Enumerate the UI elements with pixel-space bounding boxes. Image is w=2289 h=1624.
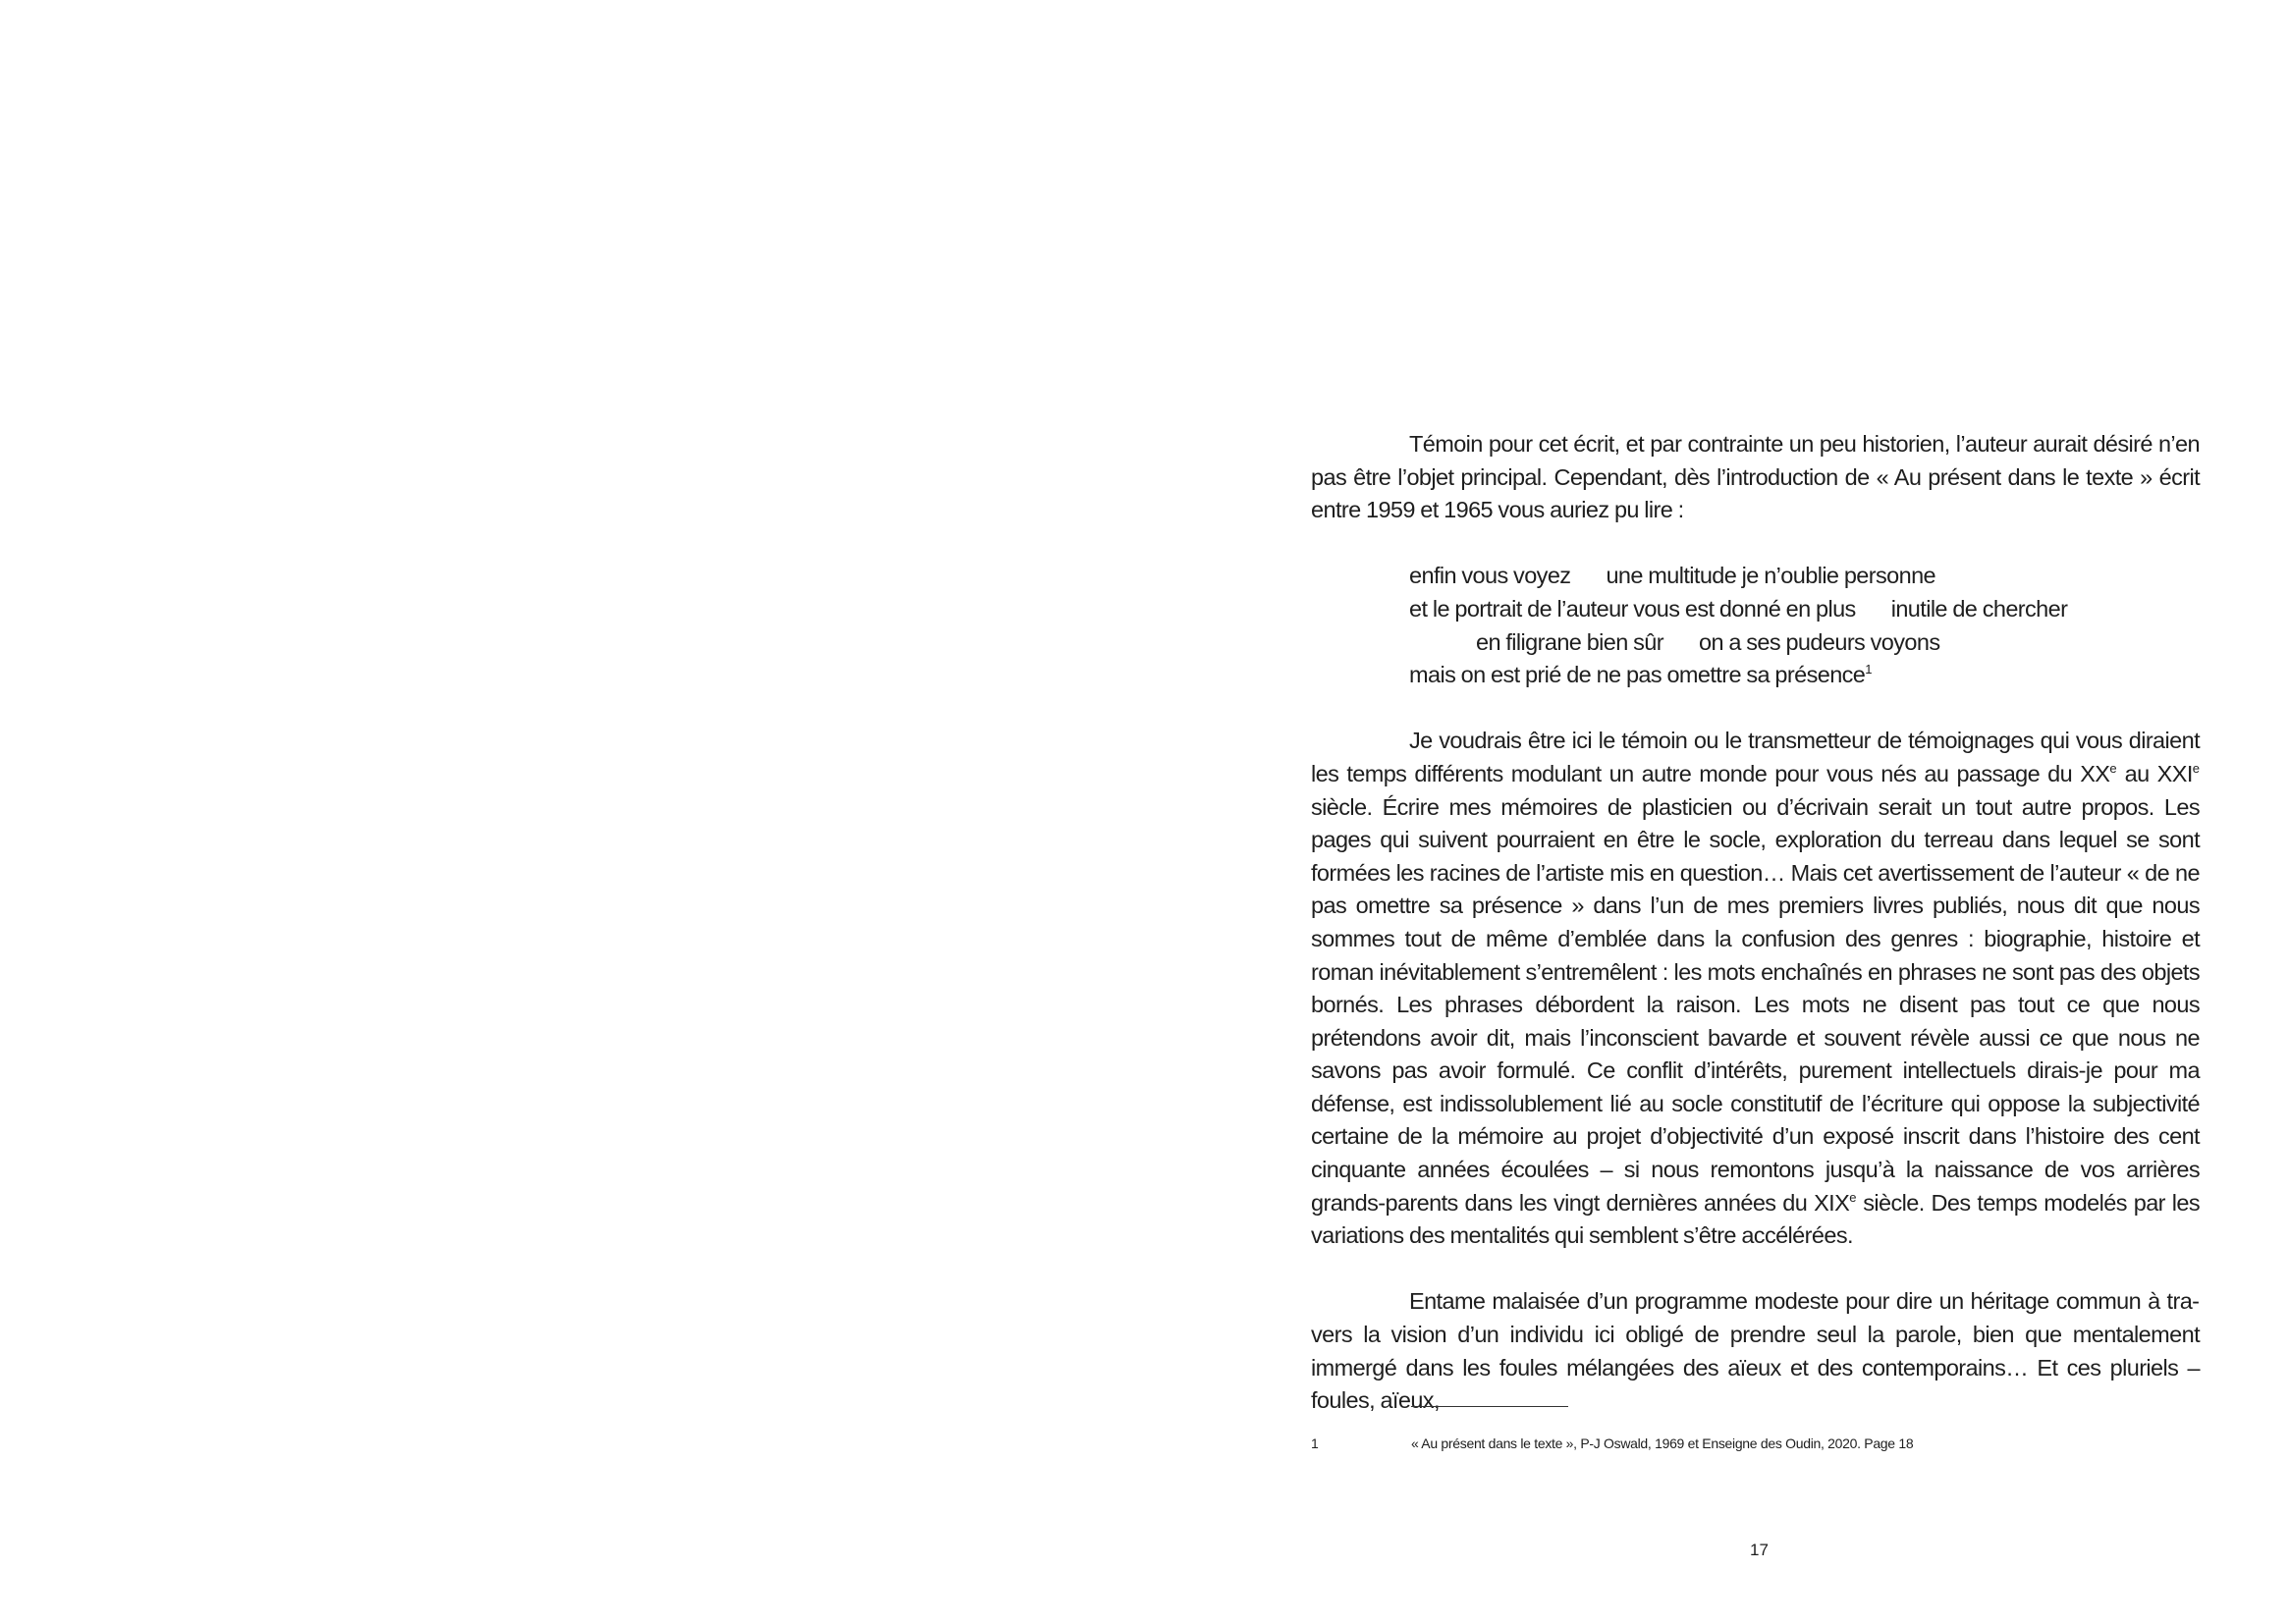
paragraph-2	[1311, 725, 2200, 1253]
left-page-blank	[0, 0, 1144, 1624]
poem-line-3-part-b: on a ses pudeurs voyons	[1699, 628, 1940, 655]
footnote-text: « Au présent dans le texte », P-J Oswald, 1969 et Enseigne des Oudin, 2020. Page 18	[1411, 1435, 1914, 1451]
footnote-divider	[1411, 1406, 1568, 1407]
footnote-reference: 1	[1865, 662, 1873, 677]
paragraph-2-part-c: siècle. Écrire mes mémoires de plasticien ou d’écrivain serait un tout autre propos. Les pages qui suivent pourraient en être le socle, exploration du terreau dans lequel se sont formées les racines de l’artiste mis en question… Mais cet avertissement de l’auteur « de ne pas omettre sa présence » dans l’un de mes premiers livres publiés, nous dit que nous sommes tout de même d’emblée dans la confusion des genres : biographie, histoire et roman inévitablement s’entremêlent : les mots enchaînés en phrases ne sont pas des objets bornés. Les phrases débordent la raison. Les mots ne disent pas tout ce que nous prétendons avoir dit, mais l’inconscient bavarde et souvent révèle aussi ce que nous ne savons pas avoir formulé. Ce conflit d’intérêts, purement intellectuels dirais-je pour ma défense, est indissolublement lié au socle constitutif de l’écriture qui oppose la subjectivité certaine de la mémoire au projet d’objectivité d’un exposé inscrit dans l’histoire des cent cinquante années écoulées – si nous remontons jusqu’à la naissance de vos arrières grands-parents dans les vingt dernières années du XIX	[1311, 793, 2200, 1216]
poem-line-1	[1311, 560, 2200, 593]
paragraph-2-part-d: siècle. Des temps modelés par les variations des mentalités qui semblent s’être accélérées.	[1311, 1189, 2200, 1249]
poem-line-3	[1311, 626, 2200, 660]
poem-line-1-part-b: une multitude je n’oublie personne	[1606, 563, 1936, 589]
paragraph-1: Témoin pour cet écrit, et par contrainte un peu historien, l’auteur aurait désiré n’en pas être l’objet principal. Cependant, dès l’introduction de « Au présent dans le texte » écrit entre 1959 et 1965 vous auriez pu lire :	[1311, 431, 2200, 523]
poem-line-4-text: mais on est prié de ne pas omettre sa présence	[1409, 662, 1866, 688]
quoted-poem	[1311, 560, 2200, 691]
poem-line-2-part-b: inutile de chercher	[1890, 595, 2068, 622]
footnote-number: 1	[1311, 1435, 1319, 1451]
poem-line-2	[1311, 593, 2200, 626]
body-text	[1311, 428, 2200, 1418]
paragraph-2-part-b: au XXI	[2116, 760, 2193, 786]
superscript-e: e	[1849, 1189, 1857, 1205]
poem-line-1-part-a: enfin vous voyez	[1409, 563, 1571, 589]
poem-line-2-part-a: et le portrait de l’auteur vous est donné en plus	[1409, 595, 1856, 622]
poem-line-3-part-a: en filigrane bien sûr	[1476, 628, 1663, 655]
page-number: 17	[1750, 1541, 1769, 1559]
paragraph-3: Entame malaisée d’un programme modeste pour dire un héritage commun à travers la vision d’un individu ici obligé de prendre seul la parole, bien que mentalement immergé dans les foules mélangées des aïeux et des contemporains… Et ces pluriels – foules, aïeux,	[1311, 1288, 2200, 1414]
superscript-e: e	[2192, 760, 2200, 776]
superscript-e: e	[2109, 760, 2117, 776]
paragraph-2-part-a: Je voudrais être ici le témoin ou le transmetteur de témoignages qui vous diraient les temps différents modulant un autre monde pour vous nés au passage du XX	[1311, 728, 2200, 786]
poem-line-4	[1311, 659, 2200, 692]
right-page	[1144, 0, 2289, 1624]
